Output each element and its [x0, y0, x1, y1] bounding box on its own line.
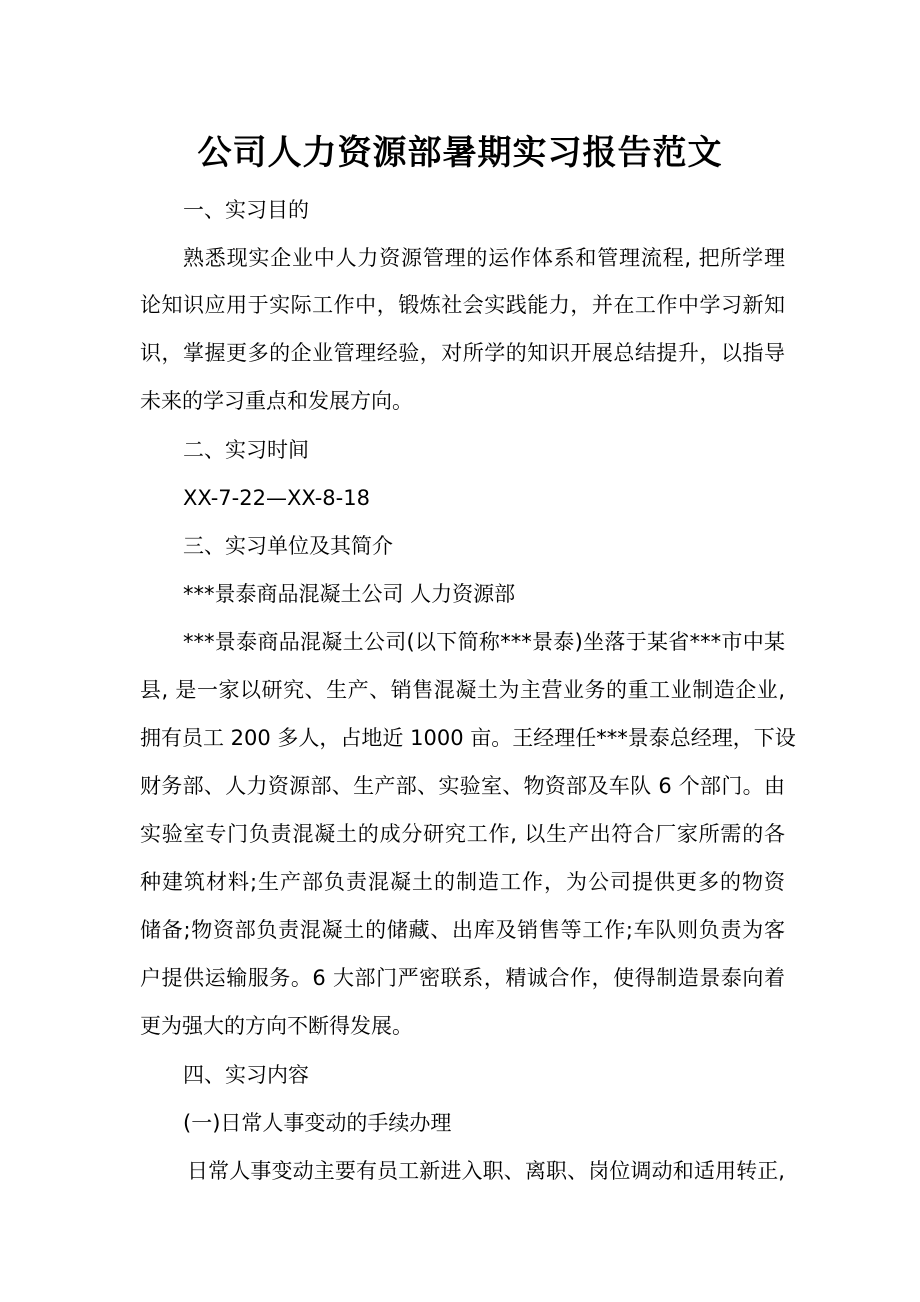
company-department: ***景泰商品混凝土公司 人力资源部: [183, 582, 516, 606]
paragraph-line: 实验室专门负责混凝土的成分研究工作, 以生产出符合厂家所需的各: [140, 822, 785, 846]
paragraph-line: ***景泰商品混凝土公司(以下简称***景泰)坐落于某省***市中某: [183, 630, 785, 654]
section-heading-time: 二、实习时间: [183, 438, 309, 462]
paragraph-line: 拥有员工 200 多人，占地近 1000 亩。王经理任***景泰总经理，下设: [140, 726, 796, 750]
paragraph-line: 未来的学习重点和发展方向。: [140, 389, 413, 413]
paragraph-line: 种建筑材料;生产部负责混凝土的制造工作，为公司提供更多的物资: [140, 870, 785, 894]
section-heading-company: 三、实习单位及其简介: [183, 534, 393, 558]
paragraph-line: 财务部、人力资源部、生产部、实验室、物资部及车队 6 个部门。由: [140, 774, 785, 798]
paragraph-line: 识，掌握更多的企业管理经验，对所学的知识开展总结提升，以指导: [140, 341, 785, 365]
subsection-heading: (一)日常人事变动的手续办理: [183, 1111, 452, 1135]
paragraph-line: 论知识应用于实际工作中，锻炼社会实践能力，并在工作中学习新知: [140, 293, 785, 317]
section-heading-content: 四、实习内容: [183, 1063, 309, 1087]
paragraph-line: 县, 是一家以研究、生产、销售混凝土为主营业务的重工业制造企业,: [140, 678, 785, 702]
paragraph-line: 熟悉现实企业中人力资源管理的运作体系和管理流程, 把所学理: [183, 246, 785, 270]
paragraph-line: 储备;物资部负责混凝土的储藏、出库及销售等工作;车队则负责为客: [140, 918, 785, 942]
section-heading-purpose: 一、实习目的: [183, 198, 309, 222]
paragraph-line: 日常人事变动主要有员工新进入职、离职、岗位调动和适用转正,: [187, 1159, 785, 1183]
paragraph-line: 更为强大的方向不断得发展。: [140, 1014, 413, 1038]
paragraph-line: 户提供运输服务。6 大部门严密联系，精诚合作，使得制造景泰向着: [140, 966, 785, 990]
internship-dates: XX-7-22—XX-8-18: [183, 486, 370, 510]
document-title: 公司人力资源部暑期实习报告范文: [197, 133, 723, 173]
